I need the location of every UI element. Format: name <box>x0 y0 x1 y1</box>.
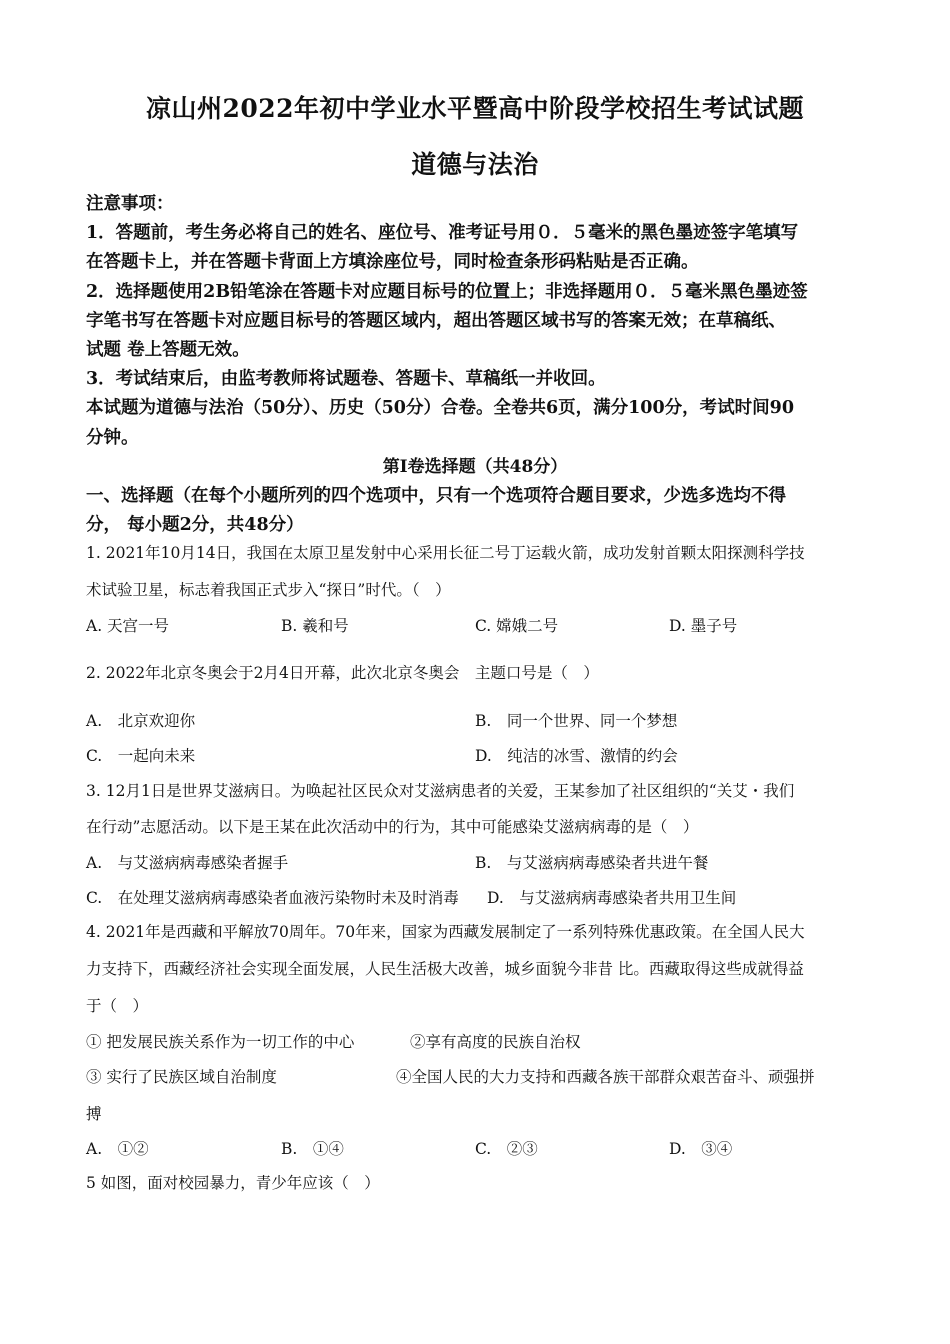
part1-instructions <box>86 482 876 540</box>
q2-option-a: A. 北京欢迎你 <box>86 712 196 730</box>
q4-stem-line: 于（ ） <box>86 997 149 1015</box>
q4-statement-4: ④全国人民的大力支持和西藏各族干部群众艰苦奋斗、顽强拼 <box>396 1068 815 1086</box>
notes-line: 本试题为道德与法治（50分）、历史（50分）合卷。全卷共6页，满分100分，考试时间90 <box>86 398 795 419</box>
notes-line: 字笔书写在答题卡对应题目标号的答题区域内，超出答题区域书写的答案无效；在草稿纸、 <box>86 310 786 331</box>
q2-option-d: D. 纯洁的冰雪、激情的约会 <box>475 747 678 765</box>
notes-section <box>86 190 876 453</box>
q3-option-d: D. 与艾滋病病毒感染者共用卫生间 <box>487 889 737 907</box>
q1-option-a: A. 天宫一号 <box>86 617 170 635</box>
part1-line: 分， 每小题2分，共48分） <box>86 515 304 536</box>
q4-statement-1: ① 把发展民族关系作为一切工作的中心 <box>86 1033 355 1051</box>
q3-stem-line: 在行动”志愿活动。以下是王某在此次活动中的行为，其中可能感染艾滋病病毒的是（ ） <box>86 818 699 836</box>
exam-title: 凉山州2022年初中学业水平暨高中阶段学校招生考试试题 <box>145 94 805 123</box>
q1-option-b: B. 羲和号 <box>281 617 349 635</box>
part1-line: 一、选择题（在每个小题所列的四个选项中，只有一个选项符合题目要求，少选多选均不得 <box>86 486 786 506</box>
q1-stem-line: 术试验卫星，标志着我国正式步入“探日”时代。（ ） <box>86 581 451 599</box>
q3-option-b: B. 与艾滋病病毒感染者共进午餐 <box>475 854 709 872</box>
q4-statement-4-cont: 搏 <box>86 1105 102 1123</box>
q4-option-c: C. ②③ <box>475 1140 538 1158</box>
q1-option-d: D. 墨子号 <box>669 617 738 635</box>
q4-option-d: D. ③④ <box>669 1140 733 1158</box>
q2-option-c: C. 一起向未来 <box>86 747 196 765</box>
q2-stem-line: 2. 2022年北京冬奥会于2月4日开幕，此次北京冬奥会 主题口号是（ ） <box>86 664 599 682</box>
q3-stem-line: 3. 12月1日是世界艾滋病日。为唤起社区民众对艾滋病患者的关爱，王某参加了社区组织的“关艾・我们 <box>86 782 795 800</box>
q4-option-a: A. ①② <box>86 1140 149 1158</box>
q2-option-b: B. 同一个世界、同一个梦想 <box>475 712 678 730</box>
notes-line: 2．选择题使用2B铅笔涂在答题卡对应题目标号的位置上；非选择题用０．５毫米黑色墨迹签 <box>86 281 808 302</box>
q4-stem-line: 力支持下，西藏经济社会实现全面发展，人民生活极大改善，城乡面貌今非昔 比。西藏取得这些成就得益 <box>86 960 804 978</box>
q4-option-b: B. ①④ <box>281 1140 344 1158</box>
notes-line: 试题 卷上答题无效。 <box>86 340 250 361</box>
notes-line: 3．考试结束后，由监考教师将试题卷、答题卡、草稿纸一并收回。 <box>86 369 606 390</box>
q4-statement-3: ③ 实行了民族区域自治制度 <box>86 1068 277 1086</box>
notes-line: 在答题卡上，并在答题卡背面上方填涂座位号，同时检查条形码粘贴是否正确。 <box>86 252 699 273</box>
q4-stem-line: 4. 2021年是西藏和平解放70周年。70年来，国家为西藏发展制定了一系列特殊优惠政策。在全国人民大 <box>86 923 805 941</box>
q3-option-a: A. 与艾滋病病毒感染者握手 <box>86 854 289 872</box>
notes-line: 1．答题前，考生务必将自己的姓名、座位号、准考证号用０．５毫米的黑色墨迹签字笔填写 <box>86 223 799 244</box>
section-title: 第I卷选择题（共48分） <box>382 457 568 477</box>
q1-option-c: C. 嫦娥二号 <box>475 617 559 635</box>
q3-option-c: C. 在处理艾滋病病毒感染者血液污染物时未及时消毒 <box>86 889 459 907</box>
notes-heading: 注意事项： <box>86 194 174 214</box>
subject-title: 道德与法治 <box>411 150 539 179</box>
q5-stem-line: 5 如图，面对校园暴力，青少年应该（ ） <box>86 1174 380 1192</box>
q4-statement-2: ②享有高度的民族自治权 <box>410 1033 581 1051</box>
q1-stem-line: 1. 2021年10月14日，我国在太原卫星发射中心采用长征二号丁运载火箭，成功发射首颗太阳探测科学技 <box>86 544 805 562</box>
notes-line: 分钟。 <box>86 427 139 448</box>
